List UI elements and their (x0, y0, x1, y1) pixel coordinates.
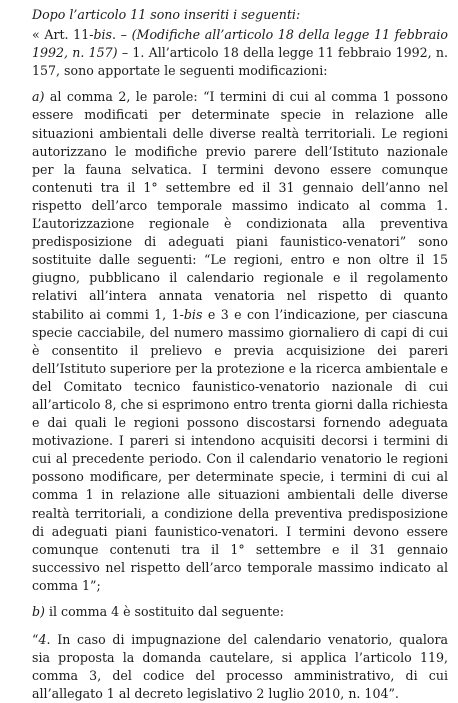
intro-line (10, 6, 448, 24)
point-a-text-1: al comma 2, le parole: “I termini di cui al comma 1 possono essere modificati per determinate specie in relazione alle situazioni ambientali delle diverse realtà territoriali. Le regioni autorizzano le modifiche previo parere dell’Istituto nazionale per la fauna selvatica. I termini devono essere comunque contenuti tra il 1° settembre ed il 31 gennaio dell’anno nel rispetto dell’arco temporale massimo indicato al comma 1. L’autorizzazione regionale è condizionata alla preventiva predisposizione di adeguati piani faunistico-venatori” sono sostituite dalle seguenti: “Le regioni, entro e non oltre il 15 giugno, pubblicano il calendario regionale e il regolamento relativi all’intera annata venatoria nel rispetto di quanto stabilito ai commi 1, 1- (32, 89, 448, 322)
article-heading (10, 26, 448, 80)
point-a-marker: a) (32, 89, 45, 105)
point-a-text-2: e 3 e con l’indicazione, per ciascuna specie cacciabile, del numero massimo giornaliero di capi di cui è consentito il prelievo e previa acquisizione dei pareri dell’Istituto superiore per la protezione e la ricerca ambientale e del Comitato tecnico faunistico-venatorio nazionale di cui all’articolo 8, che si esprimono entro trenta giorni dalla richiesta e dai quali le regioni possono discostarsi fornendo adeguata motivazione. I pareri si intendono acquisiti decorsi i termini di cui al precedente periodo. Con il calendario venatorio le regioni possono modificare, per determinate specie, i termini di cui al comma 1 in relazione alle situazioni ambientali delle diverse realtà territoriali, a condizione della preventiva predisposizione di adeguati piani faunistico-venatori. I termini devono essere comunque contenuti tra il 1° settembre e il 31 gennaio successivo nel rispetto dell’arco temporale massimo indicato al comma 1”; (32, 306, 448, 593)
article-rubric: (Modifiche all’articolo 18 della legge 11 febbraio 1992, n. 157) (32, 27, 449, 61)
article-open: « Art. 11- (32, 27, 94, 43)
point-a-bis: bis (183, 306, 203, 322)
quote-number: 4 (38, 632, 47, 648)
article-rest: – 1. All’articolo 18 della legge 11 febbraio 1992, n. 157, sono apportate le seguenti modificazioni: (32, 45, 449, 79)
point-b-marker: b) (32, 604, 45, 619)
point-b (10, 603, 448, 621)
article-bis: bis (93, 27, 113, 43)
point-b-text: il comma 4 è sostituito dal seguente: (44, 604, 285, 619)
article-dash: . – (112, 27, 132, 43)
point-a (10, 88, 448, 595)
quote-open: “ (32, 632, 39, 648)
intro-text: Dopo l’articolo 11 sono inseriti i seguenti: (32, 7, 301, 22)
quote-text: . In caso di impugnazione del calendario venatorio, qualora sia proposta la domanda cautelare, si applica l’articolo 119, comma 3, del codice del processo amministrativo, di cui all’allegato 1 al decreto legislativo 2 luglio 2010, n. 104”. (32, 632, 448, 702)
quoted-comma-4 (10, 631, 448, 703)
